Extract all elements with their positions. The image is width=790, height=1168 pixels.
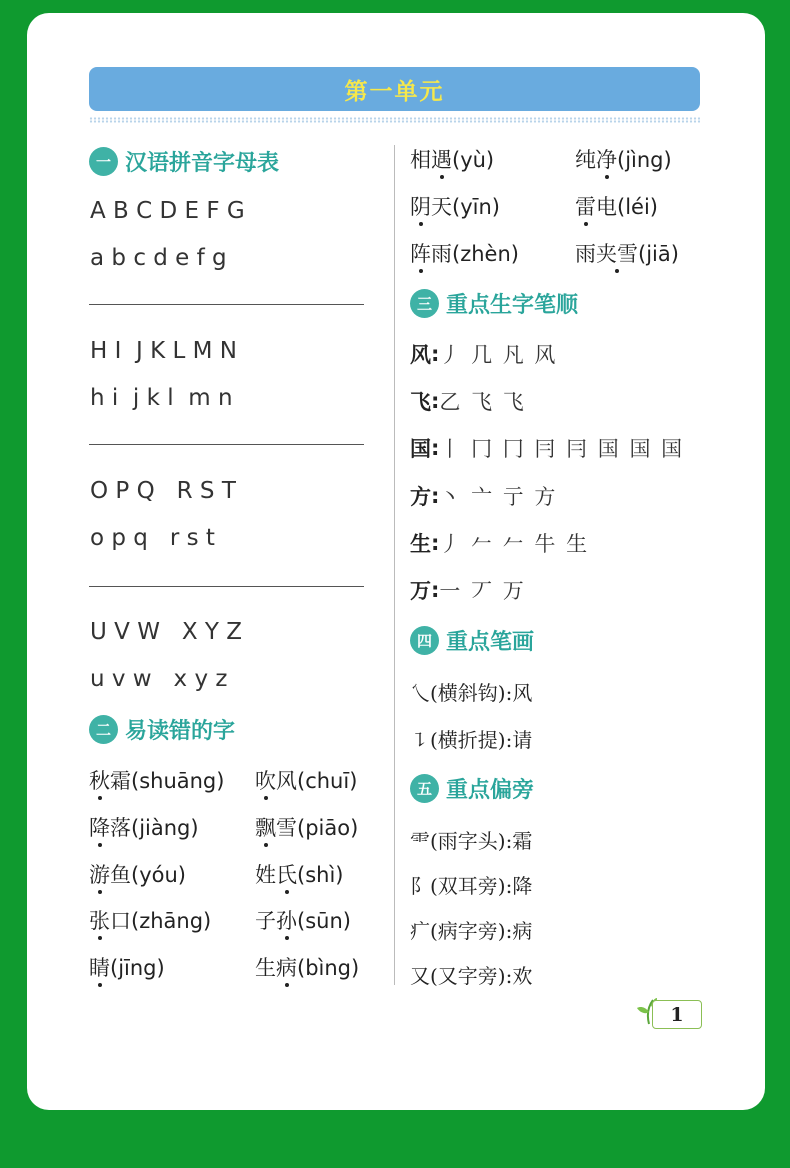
word-item: 阴天(yīn): [410, 195, 500, 219]
radical-item: 又(又字旁):欢: [410, 964, 533, 988]
alphabet-upper-row: A B C D E F G: [90, 198, 245, 224]
section-number-badge: 三: [410, 289, 439, 318]
word-item: 生病(bìng): [255, 956, 360, 980]
alphabet-lower-row: a b c d e f g: [90, 245, 227, 271]
section-title: 易读错的字: [125, 719, 236, 744]
word-item: 子孙(sūn): [255, 909, 351, 933]
section-radicals-header: [410, 773, 534, 804]
stroke-order-item: 飞 : 乙 飞 飞: [410, 389, 526, 414]
radical-item: 阝(双耳旁):降: [410, 874, 533, 898]
section-stroke-order-header: [410, 288, 578, 319]
word-item: 阵雨(zhèn): [410, 242, 519, 266]
word-item: 雷电(léi): [575, 195, 658, 219]
page-number: 1: [652, 1000, 702, 1029]
unit-title: 第一单元: [344, 78, 445, 105]
key-stroke-item: 乀(横斜钩):风: [410, 681, 533, 705]
alphabet-upper-row: O P Q R S T: [90, 478, 236, 504]
radical-item: 疒(病字旁):病: [410, 919, 533, 943]
word-item: 降落(jiàng): [89, 816, 199, 840]
word-item: 纯净(jìng): [575, 148, 672, 172]
word-item: 吹风(chuī): [255, 769, 358, 793]
word-item: 飘雪(piāo): [255, 816, 359, 840]
section-title: 汉语拼音字母表: [125, 151, 280, 176]
word-item: 姓氏(shì): [255, 863, 344, 887]
writing-line: [89, 444, 364, 445]
writing-line: [89, 586, 364, 587]
stroke-order-item: 国 : 丨 冂 冂 冃 冃 国 国 国: [410, 436, 685, 461]
stroke-order-item: 万 : 一 丆 万: [410, 578, 526, 603]
word-item: 游鱼(yóu): [89, 863, 186, 887]
alphabet-upper-row: H I J K L M N: [90, 338, 237, 364]
word-item: 雨夹雪(jiā): [575, 242, 679, 266]
section-misread-header: [89, 714, 235, 745]
alphabet-upper-row: U V W X Y Z: [90, 619, 243, 645]
page-card: [27, 13, 765, 1110]
section-key-strokes-header: [410, 625, 534, 656]
section-number-badge: 五: [410, 774, 439, 803]
key-stroke-item: ㇊(横折提):请: [410, 728, 533, 752]
alphabet-lower-row: u v w x y z: [90, 666, 228, 692]
unit-banner: [89, 67, 700, 111]
word-item: 秋霜(shuāng): [89, 769, 225, 793]
section-number-badge: 一: [89, 147, 118, 176]
section-title: 重点生字笔顺: [446, 293, 579, 318]
stroke-order-item: 方 : 丶 亠 亍 方: [410, 484, 558, 509]
dotted-divider: [89, 117, 700, 123]
stroke-order-item: 生 : 丿 𠂉 𠂉 牛 生: [410, 531, 590, 556]
word-item: 睛(jīng): [89, 956, 165, 980]
stroke-order-item: 风 : 丿 几 凡 风: [410, 342, 558, 367]
section-alphabet-header: [89, 146, 279, 177]
radical-item: ⻗(雨字头):霜: [410, 829, 533, 853]
alphabet-lower-row: o p q r s t: [90, 525, 215, 551]
section-title: 重点偏旁: [446, 778, 535, 803]
word-item: 相遇(yù): [410, 148, 495, 172]
column-divider: [394, 145, 395, 985]
word-item: 张口(zhāng): [89, 909, 212, 933]
section-title: 重点笔画: [446, 630, 535, 655]
section-number-badge: 二: [89, 715, 118, 744]
alphabet-lower-row: h i j k l m n: [90, 385, 233, 411]
writing-line: [89, 304, 364, 305]
section-number-badge: 四: [410, 626, 439, 655]
